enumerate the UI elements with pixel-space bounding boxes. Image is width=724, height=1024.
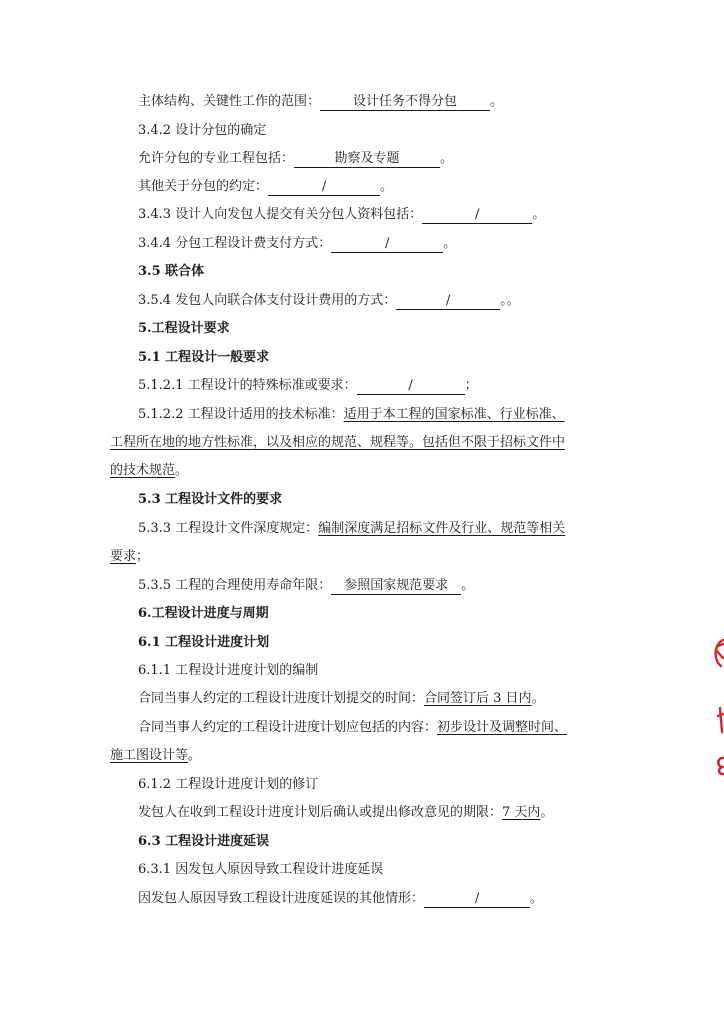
- field-value: /: [424, 891, 530, 908]
- heading-text: 6.1 工程设计进度计划: [138, 635, 270, 650]
- clause-heading: [0, 662, 724, 680]
- section-heading: [0, 634, 724, 652]
- text-line-schedule-submission: [0, 690, 724, 708]
- clause-text: 3.4.2 设计分包的确定: [138, 123, 267, 138]
- punctuation: 。: [461, 578, 475, 593]
- punctuation: ；: [136, 549, 150, 564]
- punctuation: 。: [531, 691, 545, 706]
- heading-text: 5.3 工程设计文件的要求: [138, 492, 283, 507]
- field-label: 5.3.5 工程的合理使用寿命年限：: [138, 578, 332, 593]
- punctuation: 。。: [500, 293, 520, 308]
- section-heading: [0, 833, 724, 851]
- section-heading: [0, 349, 724, 367]
- punctuation: 。: [440, 151, 454, 166]
- text-line-consortium-payment: [0, 292, 724, 310]
- field-value: 设计任务不得分包: [320, 94, 490, 111]
- field-value: 参照国家规范要求: [331, 578, 461, 595]
- field-label: 合同当事人约定的工程设计进度计划提交的时间：: [138, 691, 425, 706]
- field-label: 3.4.3 设计人向发包人提交有关分包人资料包括：: [138, 207, 423, 222]
- clause-heading: [0, 122, 724, 140]
- field-value: 初步设计及调整时间、: [437, 720, 568, 735]
- text-line-other-delay-cases: [0, 890, 724, 908]
- field-value: /: [268, 179, 380, 196]
- field-value: /: [396, 293, 500, 310]
- field-label: 3.5.4 发包人向联合体支付设计费用的方式：: [138, 293, 397, 308]
- chapter-heading: [0, 605, 724, 623]
- punctuation: 。: [443, 236, 457, 251]
- text-line-special-standards: [0, 377, 724, 395]
- text-line-subcontract-scope: [0, 150, 724, 168]
- field-value: 工程所在地的地方性标准，以及相应的规范、规程等。包括但不限于招标文件中: [110, 435, 566, 450]
- text-line-depth-requirements: [0, 520, 724, 538]
- field-value: /: [331, 236, 443, 253]
- clause-heading: [0, 776, 724, 794]
- punctuation: ；: [464, 378, 478, 393]
- text-line-schedule-content-cont: [0, 747, 724, 765]
- section-heading: [0, 491, 724, 509]
- text-line-subcontractor-docs: [0, 206, 724, 224]
- field-value: 适用于本工程的国家标准、行业标准、: [343, 407, 565, 422]
- field-label: 5.1.2.2 工程设计适用的技术标准：: [138, 407, 344, 422]
- text-line-subcontract-payment: [0, 235, 724, 253]
- text-line-service-life: [0, 577, 724, 595]
- field-label: 3.4.4 分包工程设计费支付方式：: [138, 236, 332, 251]
- punctuation: 。: [540, 805, 554, 820]
- clause-heading: [0, 861, 724, 879]
- field-label: 因发包人原因导致工程设计进度延误的其他情形：: [138, 891, 425, 906]
- punctuation: 。: [532, 207, 546, 222]
- heading-text: 3.5 联合体: [138, 264, 205, 279]
- chapter-heading: [0, 320, 724, 338]
- field-label: 允许分包的专业工程包括：: [138, 151, 295, 166]
- heading-text: 6.3 工程设计进度延误: [138, 834, 270, 849]
- field-label: 合同当事人约定的工程设计进度计划应包括的内容：: [138, 720, 438, 735]
- field-value: 合同签订后 3 日内: [424, 691, 532, 706]
- heading-text: 6.工程设计进度与周期: [138, 606, 269, 621]
- text-line-technical-standards-end: [0, 462, 724, 480]
- field-label: 主体结构、关键性工作的范围：: [138, 94, 321, 109]
- section-heading: [0, 263, 724, 281]
- text-line-scope: [0, 93, 724, 111]
- clause-text: 6.1.2 工程设计进度计划的修订: [138, 777, 319, 792]
- punctuation: 。: [380, 179, 394, 194]
- text-line-revision-deadline: [0, 804, 724, 822]
- field-label: 其他关于分包的约定：: [138, 179, 269, 194]
- clause-text: 6.3.1 因发包人原因导致工程设计进度延误: [138, 862, 384, 877]
- field-label: 发包人在收到工程设计进度计划后确认或提出修改意见的期限：: [138, 805, 503, 820]
- text-line-other-agreement: [0, 178, 724, 196]
- punctuation: 。: [175, 463, 189, 478]
- field-label: 5.3.3 工程设计文件深度规定：: [138, 521, 319, 536]
- text-line-depth-requirements-cont: [0, 548, 724, 566]
- punctuation: 。: [490, 94, 504, 109]
- field-value: 勘察及专题: [294, 151, 440, 168]
- field-value: /: [422, 207, 532, 224]
- field-value: 的技术规范: [110, 463, 176, 478]
- field-value: 要求: [110, 549, 137, 564]
- field-label: 5.1.2.1 工程设计的特殊标准或要求：: [138, 378, 357, 393]
- punctuation: 。: [530, 891, 544, 906]
- text-line-technical-standards: [0, 406, 724, 424]
- heading-text: 5.1 工程设计一般要求: [138, 350, 270, 365]
- text-line-schedule-content: [0, 719, 724, 737]
- field-value: 编制深度满足招标文件及行业、规范等相关: [318, 521, 566, 536]
- clause-text: 6.1.1 工程设计进度计划的编制: [138, 663, 319, 678]
- text-line-technical-standards-cont: [0, 434, 724, 452]
- punctuation: 。: [188, 748, 202, 763]
- field-value: /: [357, 378, 465, 395]
- red-seal-fragment-icon: [710, 636, 724, 776]
- heading-text: 5.工程设计要求: [138, 321, 230, 336]
- field-value: 7 天内: [502, 805, 541, 820]
- field-value: 施工图设计等: [110, 748, 189, 763]
